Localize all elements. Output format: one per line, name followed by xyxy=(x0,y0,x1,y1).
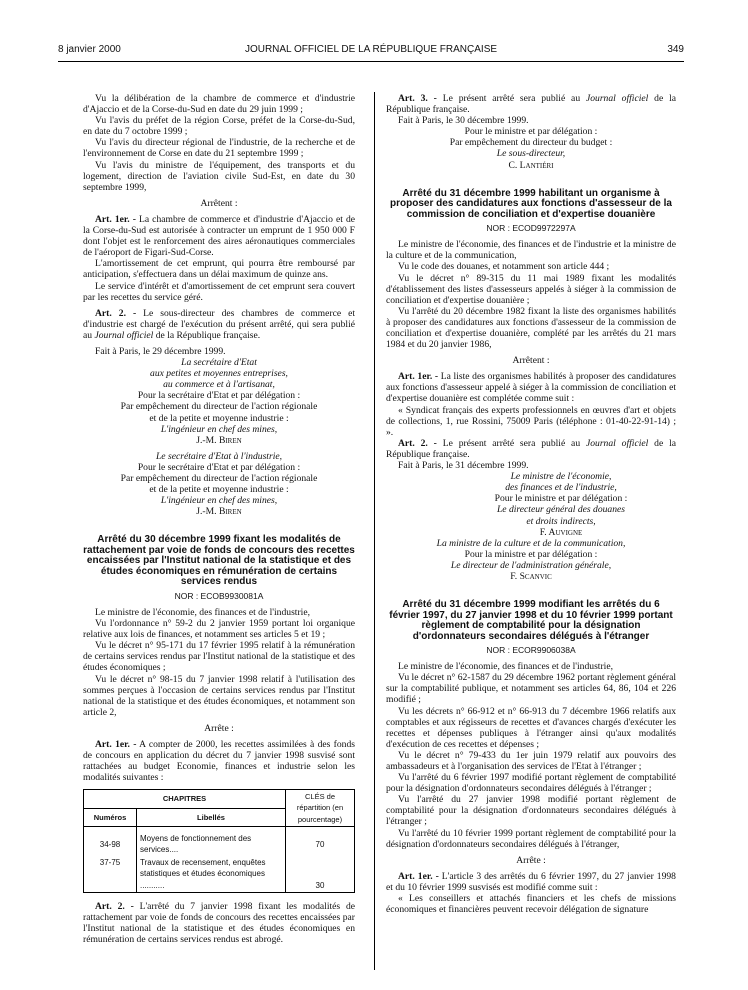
article-label: Art. 1er. - xyxy=(398,870,439,882)
table-header: CLÉS de répartition (en pourcentage) xyxy=(286,790,355,826)
article-text-end: de la République française. xyxy=(386,93,676,116)
journal-ref: Journal officiel xyxy=(585,437,649,449)
visa-paragraph: Vu le code des douanes, et notamment son article 444 ; xyxy=(398,261,610,273)
article-3 xyxy=(386,93,676,115)
table-cell: 30 xyxy=(286,856,355,892)
signature-line: Le secrétaire d'Etat à l'industrie, xyxy=(155,450,283,462)
visa-paragraph: Vu l'arrêté du 20 décembre 1982 fixant la liste des organismes habilités à proposer des candidatures aux fonctions d'assesseur de la commission de conciliation et d'expertise douanière, complété par les arrêtés du 21 mars 1984 et du 20 janvier 1986, xyxy=(386,305,676,351)
visa-paragraph: Vu le décret n° 98-15 du 7 janvier 1998 relatif à l'utilisation des sommes perçues à l'occasion de certains services rendus par l'Institut national de la statistique et des études économiques, et notamment son article 2, xyxy=(83,673,355,718)
signatory-name: F. Scanvic xyxy=(510,570,552,582)
visa-paragraph: Vu l'avis du directeur régional de l'industrie, de la recherche et de l'environnement de Corse en date du 21 septembre 1999 ; xyxy=(83,137,355,160)
signature-block-1 xyxy=(83,357,355,390)
article-text: Le sous-directeur des chambres de commerce et d'industrie est chargé de l'exécution du présent arrêté, qui sera publié au xyxy=(83,307,356,341)
article-1 xyxy=(386,371,676,404)
nor-reference: NOR : ECOD9972297A xyxy=(486,223,576,234)
signature-line: et de la petite et moyenne industrie : xyxy=(149,484,289,496)
signature-block xyxy=(386,471,676,538)
article-1 xyxy=(386,871,676,893)
paragraph: Le service d'intérêt et d'amortissement de cet emprunt sera couvert par les recettes du service géré. xyxy=(83,280,355,303)
signature-block xyxy=(386,538,676,582)
table-cell: Moyens de fonctionnement des services.... xyxy=(137,832,286,856)
paragraph: L'amortissement de cet emprunt, qui pourra être remboursé par anticipation, s'effectuera dans un délai maximum de quinze ans. xyxy=(83,258,355,281)
header-date: 8 janvier 2000 xyxy=(58,44,121,55)
arretent-heading: Arrêtent : xyxy=(200,197,238,209)
article-label: Art. 1er. - xyxy=(95,213,136,225)
article-text: L'article 3 des arrêtés du 6 février 1997, du 27 janvier 1998 et du 10 février 1999 susvisés est modifié comme suit : xyxy=(386,870,676,893)
decree-title: Arrêté du 31 décembre 1999 habilitant un organisme à proposer des candidatures aux fonctions d'assesseur de la commission de conciliation et d'expertise douanière xyxy=(390,187,672,220)
article-text: Le présent arrêté sera publié au xyxy=(436,93,586,104)
decree-title: Arrêté du 30 décembre 1999 fixant les modalités de rattachement par voie de fonds de concours des recettes encaissées par l'Institut national de la statistique et des études économiques en rémunération de certains services rendus xyxy=(83,534,355,588)
signature-line: au commerce et à l'artisanat, xyxy=(163,379,275,391)
paragraph: Le ministre de l'économie, des finances et de l'industrie et la ministre de la culture et de la communication, xyxy=(386,239,676,262)
signature-line: Pour la secrétaire d'Etat et par délégation : xyxy=(137,390,301,402)
article-text: L'arrêté du 7 janvier 1998 fixant les modalités de rattachement par voie de fonds de concours des recettes encaissées par l'Institut national de la statistique et des études économiques en rémunération de certains services rendus est abrogé. xyxy=(83,900,355,945)
paragraph: Le ministre de l'économie, des finances et de l'industrie, xyxy=(398,661,613,673)
page-header xyxy=(58,44,684,58)
date-line: Fait à Paris, le 30 décembre 1999. xyxy=(398,115,529,127)
visa-paragraph: Vu le décret n° 62-1587 du 29 décembre 1962 portant règlement général sur la comptabilité publique, et notamment ses articles 64, 86, 104 et 226 modifié ; xyxy=(386,672,676,706)
table-cell: 37-75 xyxy=(84,856,137,892)
signature-line: La ministre de la culture et de la communication, xyxy=(436,537,626,549)
decree-title: Arrêté du 31 décembre 1999 modifiant les arrêtés du 6 février 1997, du 27 janvier 1998 et du 10 février 1999 portant règlement de comptabilité pour la désignation d'ordonnateurs secondaires délégués à l'étranger xyxy=(389,599,673,642)
signature-role: L'ingénieur en chef des mines, xyxy=(160,495,278,507)
visa-paragraph: Vu l'ordonnance n° 59-2 du 2 janvier 1959 portant loi organique relative aux lois de finances, et notamment ses articles 5 et 19 ; xyxy=(83,618,355,641)
signature-line: Par empêchement du directeur du budget : xyxy=(449,137,613,149)
arrete-heading: Arrête : xyxy=(516,854,546,866)
visa-paragraph: Vu les décrets n° 66-912 et n° 66-913 du 7 décembre 1966 relatifs aux comptables et aux régisseurs de recettes et d'avances chargés d'exécuter les recettes et dépenses publiques à l'étranger ainsi qu'aux modalités d'exécution de ces recettes et dépenses ; xyxy=(386,705,676,750)
quote-paragraph: « Les conseillers et attachés financiers et les chefs de missions économiques et financières peuvent recevoir délégation de signature xyxy=(386,893,676,916)
signature-role: L'ingénieur en chef des mines, xyxy=(160,423,278,435)
table-row xyxy=(84,856,355,892)
journal-title: JOURNAL OFFICIEL DE LA RÉPUBLIQUE FRANÇAISE xyxy=(244,44,498,55)
signature-block xyxy=(386,126,676,170)
nor-reference: NOR : ECOB9930081A xyxy=(174,590,264,601)
table-cell: 34-98 xyxy=(84,832,137,856)
journal-ref: Journal officiel xyxy=(585,93,649,104)
left-column xyxy=(83,93,355,945)
page-number: 349 xyxy=(667,44,684,55)
arretent-heading: Arrêtent : xyxy=(512,355,550,367)
signatory-name: C. Lantiéri xyxy=(508,159,554,171)
article-text: Le présent arrêté sera publié au xyxy=(436,437,586,449)
signature-delegation xyxy=(83,390,355,445)
table-row xyxy=(84,832,355,856)
signature-line: Pour le ministre et par délégation : xyxy=(494,493,628,505)
header-rule xyxy=(58,61,684,62)
article-text: La liste des organismes habilités à proposer des candidatures aux fonctions d'assesseur appelé à siéger à la commission de conciliation et d'expertise douanière est complétée comme suit : xyxy=(386,371,676,405)
signatory-name: J.-M. Biren xyxy=(196,506,242,518)
article-text-end: de la République française. xyxy=(386,437,676,460)
visa-paragraph: Vu l'avis du préfet de la région Corse, préfet de la Corse-du-Sud, en date du 7 octobre 1999 ; xyxy=(83,115,355,138)
visa-paragraph: Vu l'arrêté du 10 février 1999 portant règlement de comptabilité pour la désignation d'ordonnateurs secondaires délégués à l'étranger, xyxy=(386,827,676,850)
article-1 xyxy=(83,739,355,783)
paragraph: Le ministre de l'économie, des finances et de l'industrie, xyxy=(95,606,310,618)
article-2 xyxy=(83,901,355,945)
visa-paragraph: Vu le décret n° 95-171 du 17 février 1995 relatif à la rémunération de certains services rendus par l'Institut national de la statistique et des études économiques ; xyxy=(83,640,355,674)
article-text: La chambre de commerce et d'industrie d'Ajaccio et de la Corse-du-Sud est autorisée à contracter un emprunt de 1 950 000 F dont l'objet est le renforcement des aires aéronautiques commerciales de l'aéroport de Figari-Sud-Corse. xyxy=(83,213,355,259)
article-2 xyxy=(386,438,676,460)
table-header: Numéros xyxy=(84,808,137,826)
visa-paragraph: Vu l'avis du ministre de l'équipement, des transports et du logement, direction de l'aviation civile Sud-Est, en date du 30 septembre 1999, xyxy=(83,159,355,193)
signature-line: La secrétaire d'Etat xyxy=(181,357,257,369)
visa-paragraph: Vu le décret n° 79-433 du 1er juin 1979 relatif aux pouvoirs des ambassadeurs et à l'organisation des services de l'Etat à l'étranger ; xyxy=(386,749,676,772)
visa-paragraph: Vu l'arrêté du 27 janvier 1998 modifié portant règlement de comptabilité pour la désignation d'ordonnateurs secondaires délégués à l'étranger ; xyxy=(386,794,676,828)
article-label: Art. 2. - xyxy=(95,307,137,319)
signature-line: aux petites et moyennes entreprises, xyxy=(150,368,288,380)
article-label: Art. 1er. - xyxy=(95,739,137,750)
article-label: Art. 2. - xyxy=(95,900,134,912)
signature-role: Le directeur de l'administration générale, xyxy=(450,559,612,571)
signature-line: Par empêchement du directeur de l'action régionale xyxy=(120,401,318,413)
article-2 xyxy=(83,308,355,341)
signature-line: Pour le secrétaire d'Etat et par délégation : xyxy=(137,461,301,473)
quote-paragraph: « Syndicat français des experts professionnels en œuvres d'art et objets de collections, 1, rue Rossini, 75009 Paris (téléphone : 01-40-22-91-14) ; ». xyxy=(386,404,676,438)
visa-paragraph: Vu le décret n° 89-315 du 11 mai 1989 fixant les modalités d'établissement des listes d'assesseurs appelés à siéger à la commission de conciliation et d'expertise douanière ; xyxy=(386,272,676,306)
chapters-table xyxy=(83,789,355,892)
date-line: Fait à Paris, le 29 décembre 1999. xyxy=(95,345,226,357)
signatory-name: F. Auvigne xyxy=(539,526,583,538)
table-header: CHAPITRES xyxy=(84,790,286,808)
signatory-name: J.-M. Biren xyxy=(196,434,242,446)
signature-role: Le sous-directeur, xyxy=(496,148,566,160)
date-line: Fait à Paris, le 31 décembre 1999. xyxy=(398,460,529,472)
signature-line: et de la petite et moyenne industrie : xyxy=(149,412,289,424)
column-divider xyxy=(374,92,375,970)
table-header: Libellés xyxy=(137,808,286,826)
signature-line: Le ministre de l'économie, xyxy=(510,471,612,483)
article-text-end: de la République française. xyxy=(153,329,261,341)
article-label: Art. 3. - xyxy=(398,93,437,104)
article-label: Art. 1er. - xyxy=(398,371,439,383)
article-text: A compter de 2000, les recettes assimilées à des fonds de concours en application du décret du 7 janvier 1998 susvisé sont rattachées au budget Economie, finances et industrie selon les modalités suivantes : xyxy=(83,739,355,784)
table-cell: 70 xyxy=(286,832,355,856)
journal-ref: Journal officiel xyxy=(94,329,154,341)
signature-line: des finances et de l'industrie, xyxy=(505,482,617,494)
visa-paragraph: Vu la délibération de la chambre de commerce et d'industrie d'Ajaccio et de la Corse-du-Sud en date du 29 juin 1999 ; xyxy=(83,93,355,116)
signature-line: Pour le ministre et par délégation : xyxy=(464,126,598,138)
nor-reference: NOR : ECOR9906038A xyxy=(486,645,576,656)
arrete-heading: Arrête : xyxy=(204,722,234,734)
visa-paragraph: Vu l'arrêté du 6 février 1997 modifié portant règlement de comptabilité pour la désignation d'ordonnateurs secondaires délégués à l'étranger ; xyxy=(386,772,676,795)
article-label: Art. 2. - xyxy=(398,437,437,449)
table-cell: Travaux de recensement, enquêtes statistiques et études économiques ........... xyxy=(137,856,286,892)
signature-line: Par empêchement du directeur de l'action régionale xyxy=(120,473,318,484)
signature-block-2 xyxy=(83,451,355,518)
signature-role: et droits indirects, xyxy=(526,515,596,527)
signature-line: Pour la ministre et par délégation : xyxy=(464,548,598,560)
right-column xyxy=(386,93,676,915)
article-1 xyxy=(83,214,355,258)
signature-role: Le directeur général des douanes xyxy=(496,504,626,516)
